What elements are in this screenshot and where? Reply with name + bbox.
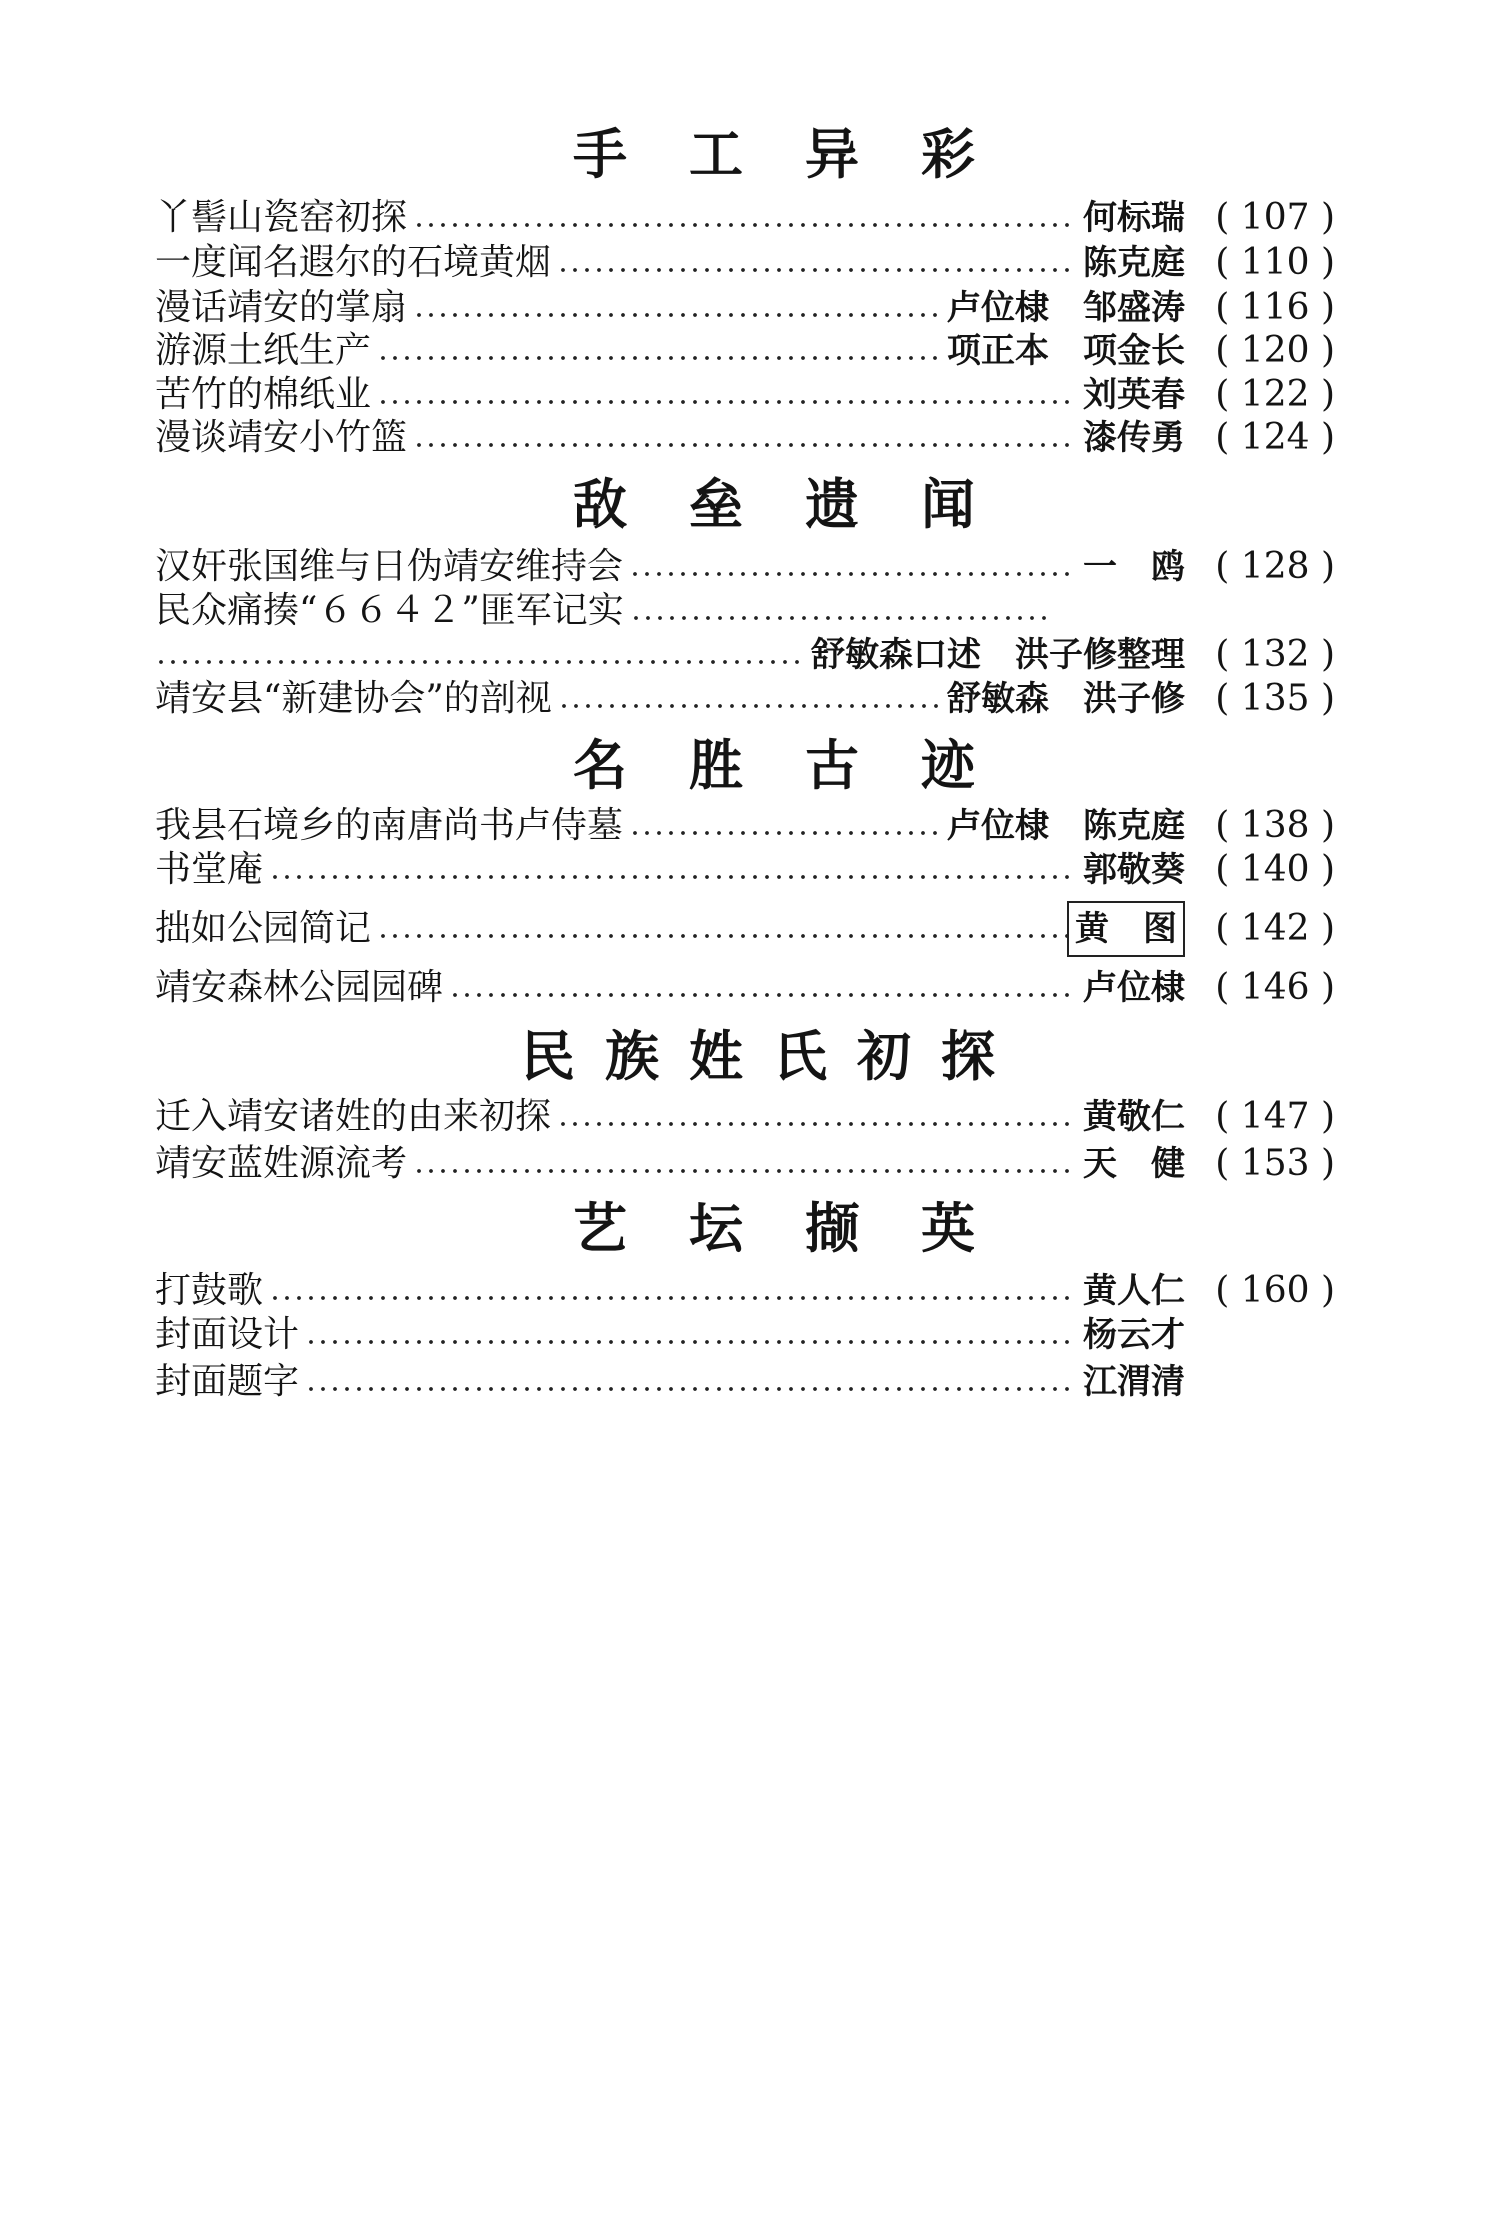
entry-title: 苦竹的棉纸业 — [155, 374, 372, 415]
entry-title: 游源土纸生产 — [155, 330, 372, 371]
dot-leader — [413, 442, 1077, 448]
entry-page: ( 124 ) — [1215, 417, 1335, 458]
entry-author: 黄人仁 — [1083, 1271, 1185, 1311]
entry-author: 卢位棣 陈克庭 — [947, 806, 1185, 846]
entry-title: 书堂庵 — [155, 849, 264, 890]
toc-entry[interactable] — [155, 412, 1335, 464]
entry-page: ( 160 ) — [1215, 1270, 1335, 1311]
entry-page: ( 116 ) — [1215, 287, 1335, 328]
entry-page: ( 138 ) — [1215, 805, 1335, 846]
dot-leader — [629, 830, 941, 836]
entry-page: ( 122 ) — [1215, 374, 1335, 415]
entry-page: ( 128 ) — [1215, 546, 1335, 587]
entry-author: 江渭清 — [1083, 1362, 1185, 1402]
section-heading: 手工异彩 — [573, 123, 1037, 186]
dot-leader — [377, 933, 1069, 939]
entry-title: 漫话靖安的掌扇 — [155, 287, 408, 328]
dot-leader — [305, 1339, 1077, 1345]
entry-page: ( 140 ) — [1215, 849, 1335, 890]
entry-author: 陈克庭 — [1083, 243, 1185, 283]
entry-author: 卢位棣 — [1083, 968, 1185, 1008]
entry-author: 何标瑞 — [1083, 198, 1185, 238]
toc-entry[interactable] — [155, 1091, 1335, 1143]
entry-author: 一 鸥 — [1083, 547, 1185, 587]
toc-entry[interactable] — [155, 673, 1335, 725]
dot-leader — [305, 1386, 1077, 1392]
section-heading: 民族姓氏初探 — [521, 1025, 1025, 1088]
entry-page: ( 147 ) — [1215, 1096, 1335, 1137]
entry-title: 我县石境乡的南唐尚书卢侍墓 — [155, 805, 624, 846]
entry-author: 漆传勇 — [1083, 418, 1185, 458]
entry-title: 一度闻名遐尔的石境黄烟 — [155, 242, 552, 283]
entry-author: 天 健 — [1083, 1144, 1185, 1184]
entry-author: 黄 图 — [1067, 901, 1185, 957]
entry-title: 拙如公园简记 — [155, 908, 372, 949]
toc-entry[interactable] — [155, 962, 1335, 1014]
entry-title: 靖安蓝姓源流考 — [155, 1143, 408, 1184]
dot-leader — [269, 1295, 1077, 1301]
entry-page: ( 153 ) — [1215, 1143, 1335, 1184]
section-heading: 艺坛撷英 — [573, 1197, 1037, 1260]
toc-entry[interactable] — [155, 1138, 1335, 1190]
dot-leader — [377, 399, 1077, 405]
entry-title: 封面题字 — [155, 1361, 300, 1402]
dot-leader — [155, 659, 805, 665]
dot-leader — [558, 703, 941, 709]
section-heading: 敌垒遗闻 — [573, 473, 1037, 536]
entry-title: 封面设计 — [155, 1314, 300, 1355]
entry-title: 打鼓歌 — [155, 1270, 264, 1311]
entry-page: ( 146 ) — [1215, 967, 1335, 1008]
entry-author: 舒敏森口述 洪子修整理 — [811, 635, 1185, 675]
dot-leader — [413, 222, 1077, 228]
entry-author: 郭敬葵 — [1083, 850, 1185, 890]
dot-leader — [629, 571, 1077, 577]
entry-author: 杨云才 — [1083, 1315, 1185, 1355]
entry-title: 漫谈靖安小竹篮 — [155, 417, 408, 458]
entry-title: 汉奸张国维与日伪靖安维持会 — [155, 546, 624, 587]
entry-page: ( 107 ) — [1215, 197, 1335, 238]
toc-entry[interactable] — [155, 1356, 1185, 1408]
dot-leader — [557, 1121, 1077, 1127]
dot-leader — [413, 1168, 1077, 1174]
dot-leader — [449, 992, 1077, 998]
dot-leader — [377, 355, 941, 361]
entry-page: ( 132 ) — [1215, 634, 1335, 675]
entry-page: ( 110 ) — [1215, 242, 1335, 283]
dot-leader — [630, 615, 1049, 621]
section-heading: 名胜古迹 — [573, 734, 1037, 797]
entry-page: ( 120 ) — [1215, 330, 1335, 371]
entry-title: 迁入靖安诸姓的由来初探 — [155, 1096, 552, 1137]
entry-title: 靖安县“新建协会”的剖视 — [155, 678, 552, 719]
entry-author: 舒敏森 洪子修 — [947, 679, 1185, 719]
entry-page: ( 142 ) — [1215, 908, 1335, 949]
entry-author: 卢位棣 邹盛涛 — [947, 288, 1185, 328]
entry-author: 黄敬仁 — [1083, 1097, 1185, 1137]
toc-entry[interactable] — [155, 903, 1335, 955]
toc-entry[interactable] — [155, 844, 1335, 896]
entry-author: 项正本 项金长 — [947, 331, 1185, 371]
dot-leader — [413, 312, 941, 318]
dot-leader — [557, 267, 1077, 273]
entry-title: 丫髻山瓷窑初探 — [155, 197, 408, 238]
dot-leader — [269, 874, 1077, 880]
entry-title: 民众痛揍“６６４２”匪军记实 — [155, 590, 624, 631]
toc-entry[interactable] — [155, 1309, 1185, 1361]
entry-author: 刘英春 — [1083, 375, 1185, 415]
entry-title: 靖安森林公园园碑 — [155, 967, 444, 1008]
entry-page: ( 135 ) — [1215, 678, 1335, 719]
